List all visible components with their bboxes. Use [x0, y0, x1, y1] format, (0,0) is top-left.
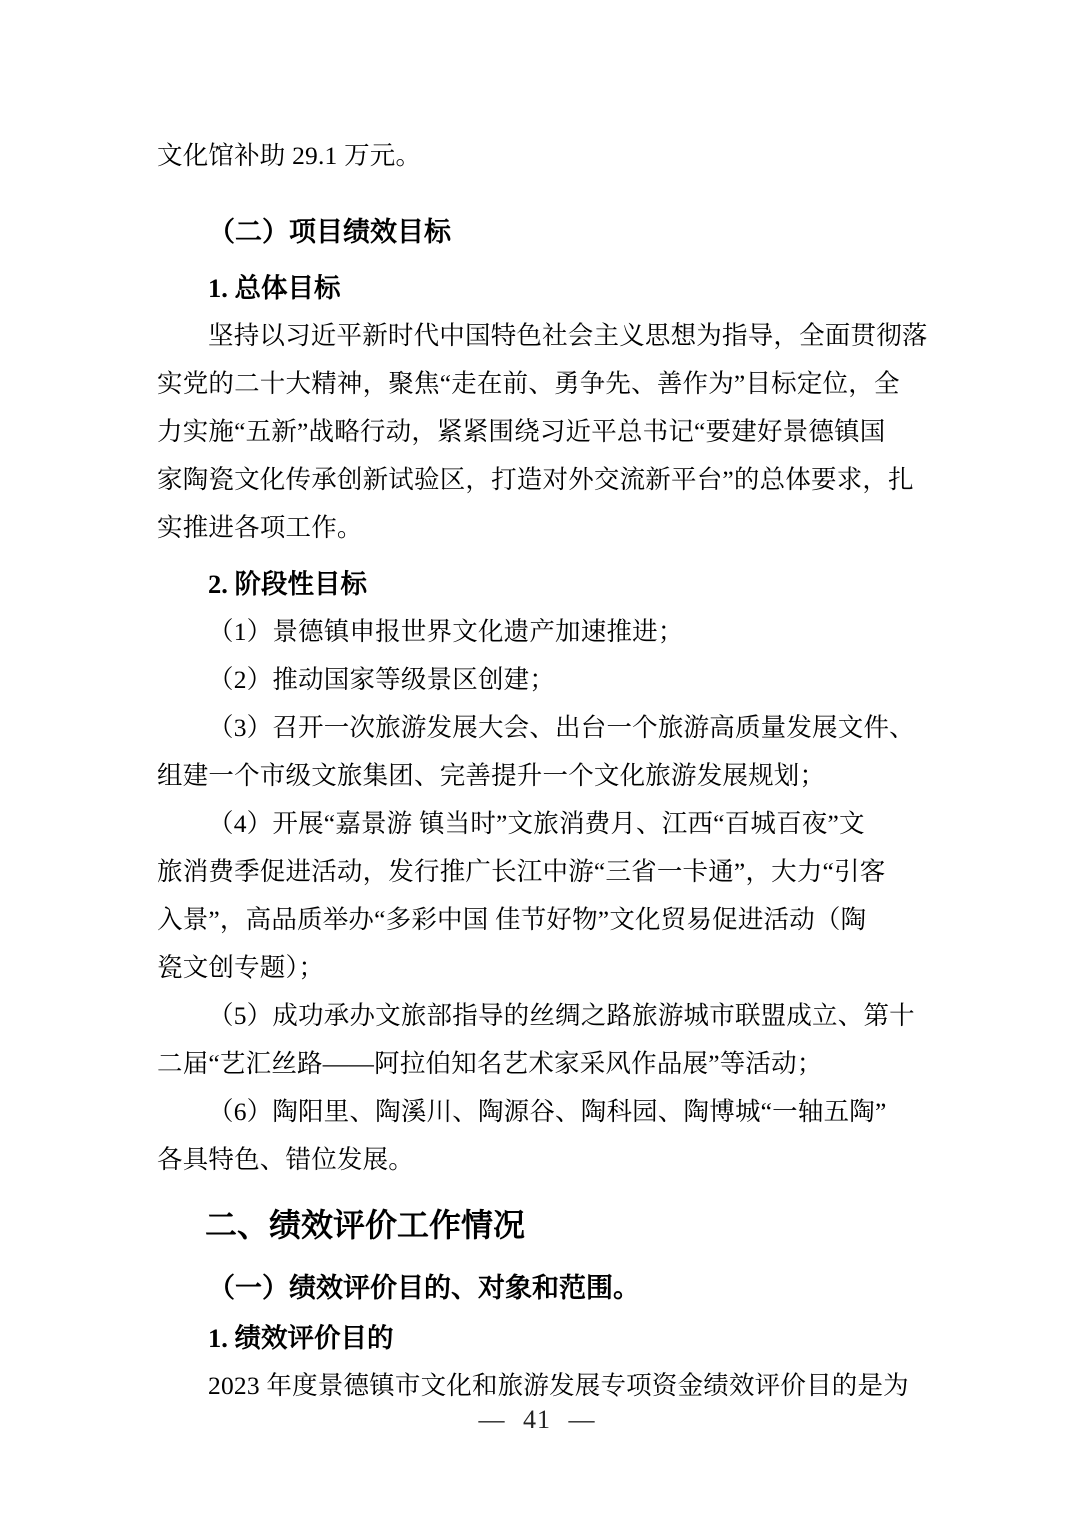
paragraph-line: 家陶瓷文化传承创新试验区，打造对外交流新平台”的总体要求，扎: [157, 465, 914, 494]
list-item-line: 瓷文创专题）；: [157, 953, 325, 982]
list-item-line: 旅消费季促进活动，发行推广长江中游“三省一卡通”，大力“引客: [157, 857, 886, 886]
numbered-subheading: 1. 总体目标: [208, 273, 341, 303]
list-item-line: （4）开展“嘉景游 镇当时”文旅消费月、江西“百城百夜”文: [208, 809, 865, 838]
list-item-line: （1）景德镇申报世界文化遗产加速推进；: [208, 617, 684, 646]
list-item-line: 组建一个市级文旅集团、完善提升一个文化旅游发展规划；: [157, 761, 826, 790]
chapter-heading: 二、绩效评价工作情况: [205, 1207, 526, 1243]
list-item-line: （5）成功承办文旅部指导的丝绸之路旅游城市联盟成立、第十: [208, 1001, 915, 1030]
page-content: [157, 132, 928, 1410]
list-item-line: 各具特色、错位发展。: [157, 1145, 415, 1174]
paragraph-line: 实推进各项工作。: [157, 513, 363, 542]
paragraph-line: 2023 年度景德镇市文化和旅游发展专项资金绩效评价目的是为: [208, 1371, 909, 1400]
list-item-line: （2）推动国家等级景区创建；: [208, 665, 556, 694]
list-item-line: 二届“艺汇丝路——阿拉伯知名艺术家采风作品展”等活动；: [157, 1049, 823, 1078]
list-item-line: 入景”，高品质举办“多彩中国 佳节好物”文化贸易促进活动（陶: [157, 905, 867, 934]
list-item-line: （6）陶阳里、陶溪川、陶源谷、陶科园、陶博城“一轴五陶”: [208, 1097, 887, 1126]
numbered-subheading: 1. 绩效评价目的: [208, 1323, 394, 1353]
numbered-subheading: 2. 阶段性目标: [208, 569, 367, 599]
list-item-line: （3）召开一次旅游发展大会、出台一个旅游高质量发展文件、: [208, 713, 915, 742]
paragraph-continuation-line: 文化馆补助 29.1 万元。: [157, 141, 422, 170]
section-heading-1: （一）绩效评价目的、对象和范围。: [208, 1273, 640, 1303]
paragraph-line: 坚持以习近平新时代中国特色社会主义思想为指导，全面贯彻落: [208, 321, 928, 350]
footer-page-number: — 41 —: [478, 1405, 596, 1434]
paragraph-line: 力实施“五新”战略行动，紧紧围绕习近平总书记“要建好景德镇国: [157, 417, 886, 446]
section-heading-2: （二）项目绩效目标: [208, 217, 451, 247]
paragraph-line: 实党的二十大精神，聚焦“走在前、勇争先、善作为”目标定位，全: [157, 369, 900, 398]
